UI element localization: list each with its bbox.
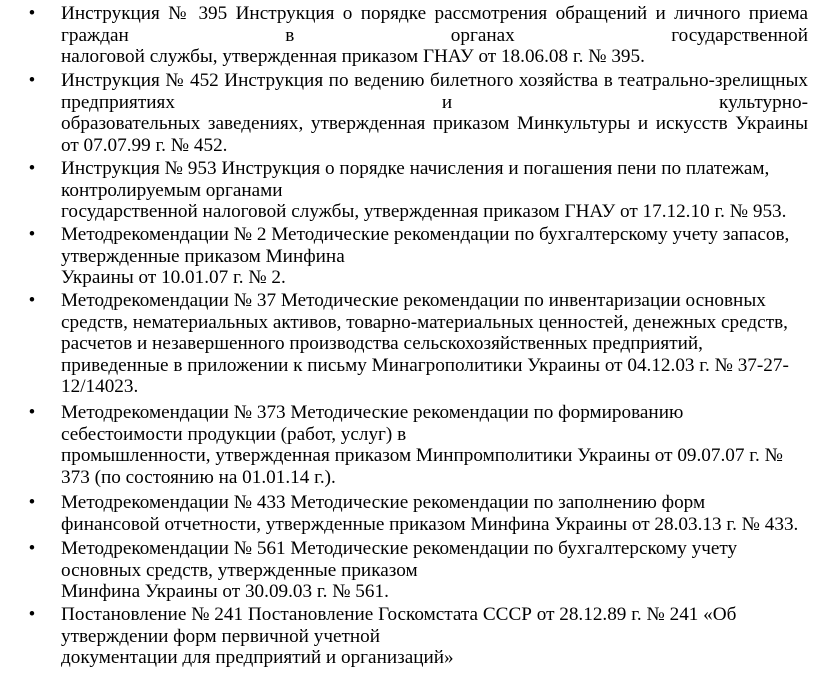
item-line: документации для предприятий и организаций» [61,647,454,669]
list-item [0,158,808,223]
bullet-icon: • [28,3,36,24]
item-line: Украины от 10.01.07 г. № 2. [61,267,286,289]
item-line: Инструкция № 395 Инструкция о порядке рассмотрения обращений и личного приема [61,3,808,24]
item-line: расчетов и незавершенного производства сельскохозяйственных предприятий, [61,333,703,355]
item-line: 373 (по состоянию на 01.01.14 г.). [61,466,336,488]
bullet-icon: • [28,224,36,245]
item-line: себестоимости продукции (работ, услуг) в [61,423,407,445]
item-line: контролируемым органами [61,179,283,201]
item-line: утверждении форм первичной учетной [61,625,381,647]
list-item [0,492,808,535]
item-line: утвержденные приказом Минфина [61,245,345,267]
item-line: приведенные в приложении к письму Минагрополитики Украины от 04.12.03 г. № 37-27- [61,354,789,376]
item-line: Минфина Украины от 30.09.03 г. № 561. [61,581,389,603]
item-line: налоговой службы, утвержденная приказом ГНАУ от 18.06.08 г. № 395. [61,46,645,68]
item-line: основных средств, утвержденные приказом [61,559,418,581]
bullet-icon: • [28,290,36,311]
item-line: Постановление № 241 Постановление Госкомстата СССР от 28.12.89 г. № 241 «Об [61,604,737,625]
item-line: Методрекомендации № 433 Методические рекомендации по заполнению форм [61,492,706,513]
item-line: от 07.07.99 г. № 452. [61,134,228,156]
item-line: Методрекомендации № 373 Методические рекомендации по формированию [61,402,684,423]
list-item [0,290,808,398]
item-line: Инструкция № 452 Инструкция по ведению билетного хозяйства в театрально-зрелищных [61,70,808,91]
bullet-icon: • [28,70,36,91]
bullet-icon: • [28,158,36,179]
list-item [0,538,808,603]
item-line: Методрекомендации № 2 Методические рекомендации по бухгалтерскому учету запасов, [61,224,790,245]
item-line: промышленности, утвержденная приказом Минпромполитики Украины от 09.07.07 г. № [61,445,783,467]
item-line: граждан в органах государственной [61,24,808,46]
item-line: образовательных заведениях, утвержденная приказом Минкультуры и искусств Украины [61,113,808,135]
list-item [0,224,808,289]
bullet-icon: • [28,538,36,559]
bullet-icon: • [28,492,36,513]
item-line: Методрекомендации № 561 Методические рекомендации по бухгалтерскому учету [61,538,738,559]
list-item [0,70,808,156]
list-item [0,402,808,488]
item-line: государственной налоговой службы, утвержденная приказом ГНАУ от 17.12.10 г. № 953. [61,201,787,223]
item-line: финансовой отчетности, утвержденные приказом Минфина Украины от 28.03.13 г. № 433. [61,513,799,535]
item-line: Методрекомендации № 37 Методические рекомендации по инвентаризации основных [61,290,766,311]
item-line: 12/14023. [61,376,139,398]
item-line: предприятиях и культурно- [61,91,808,113]
bullet-icon: • [28,604,36,625]
list-item [0,3,808,68]
item-line: средств, нематериальных активов, товарно-материальных ценностей, денежных средств, [61,311,788,333]
list-item [0,604,808,669]
item-line: Инструкция № 953 Инструкция о порядке начисления и погашения пени по платежам, [61,158,770,179]
bullet-icon: • [28,402,36,423]
